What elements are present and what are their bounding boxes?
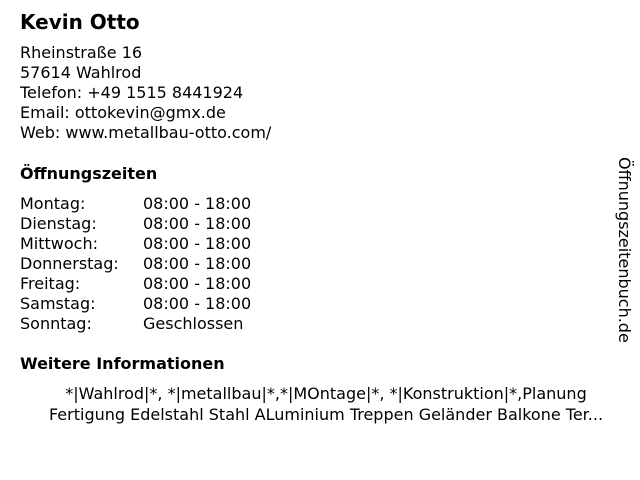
hours-row-wednesday [20, 234, 251, 254]
day-label: Sonntag: [20, 314, 92, 333]
day-label: Montag: [20, 194, 86, 213]
website: Web: www.metallbau-otto.com/ [20, 123, 272, 142]
time-value: 08:00 - 18:00 [143, 294, 252, 313]
day-label: Dienstag: [20, 214, 97, 233]
time-value: 08:00 - 18:00 [143, 274, 252, 293]
street-address: Rheinstraße 16 [20, 43, 143, 62]
phone-number: Telefon: +49 1515 8441924 [20, 83, 244, 102]
day-label: Freitag: [20, 274, 81, 293]
day-label: Samstag: [20, 294, 96, 313]
more-info-line: Fertigung Edelstahl Stahl ALuminium Treppen Geländer Balkone Ter... [48, 405, 604, 424]
business-name: Kevin Otto [20, 10, 140, 34]
time-value: 08:00 - 18:00 [143, 194, 252, 213]
hours-row-thursday [20, 254, 251, 274]
brand-label: Öffnungszeitenbuch.de [615, 157, 634, 343]
more-info-text [20, 383, 632, 425]
contact-block [20, 43, 271, 143]
hours-row-friday [20, 274, 251, 294]
city-address: 57614 Wahlrod [20, 63, 142, 82]
hours-row-tuesday [20, 214, 251, 234]
brand-watermark [606, 135, 640, 365]
opening-hours-heading: Öffnungszeiten [20, 164, 158, 183]
time-value: 08:00 - 18:00 [143, 234, 252, 253]
time-value: Geschlossen [143, 314, 244, 333]
more-info-line: *|Wahlrod|*, *|metallbau|*,*|MOntage|*, *|Konstruktion|*,Planung [65, 384, 587, 403]
day-label: Mittwoch: [20, 234, 98, 253]
day-label: Donnerstag: [20, 254, 119, 273]
hours-row-sunday [20, 314, 251, 334]
hours-row-saturday [20, 294, 251, 314]
time-value: 08:00 - 18:00 [143, 254, 252, 273]
more-info-heading: Weitere Informationen [20, 354, 225, 373]
hours-row-monday [20, 194, 251, 214]
time-value: 08:00 - 18:00 [143, 214, 252, 233]
opening-hours-table [20, 194, 251, 334]
email-address: Email: ottokevin@gmx.de [20, 103, 226, 122]
